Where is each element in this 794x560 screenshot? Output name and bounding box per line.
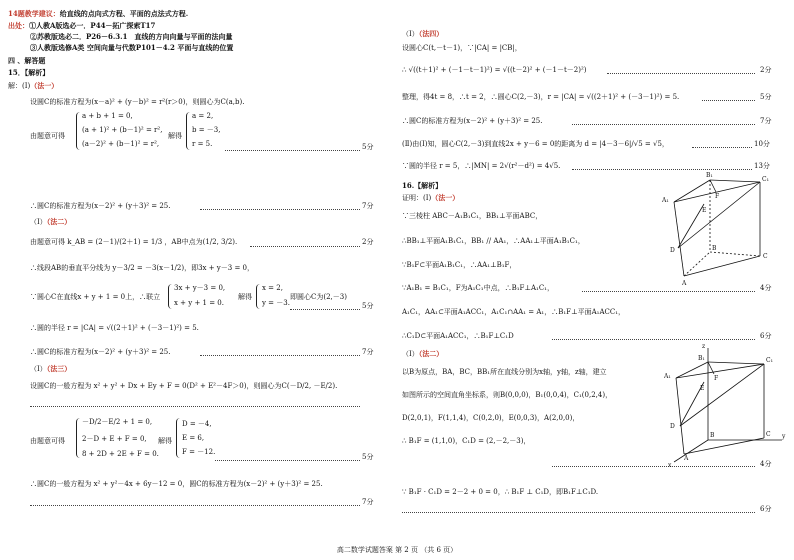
r-line-13: ∴C₁D⊂平面A₁ACC₁，∴B₁F⊥C₁D — [402, 332, 514, 340]
line-e: ∵圆心C在直线x + y + 1 = 0上，∴联立 — [30, 293, 161, 301]
part1-label: 解：(Ⅰ) — [8, 82, 31, 90]
line-f: ∴圆的半径 r = |CA| = √((2＋1)² + (－3－1)²) = 5. — [30, 324, 199, 332]
brace — [256, 284, 260, 309]
line-h: 设圆C的一般方程为 x² + y² + Dx + Ey + F = 0(D² + E²－4F＞0)，则圆心为C(－D/2, －E/2). — [30, 382, 338, 390]
center-result: 即圆心C为(2,－3) — [290, 293, 347, 301]
q16-heading: 16.【解析】 — [402, 181, 443, 190]
score: 10分 — [754, 140, 770, 148]
advice-title: 14题教学建议： — [8, 9, 60, 18]
r-line-14: 以B为原点，BA，BC，BB₁所在直线分别为x轴，y轴，z轴，建立 — [402, 368, 607, 376]
line-g: ∴圆C的标准方程为(x－2)² + (y＋3)² = 25. — [30, 348, 171, 356]
brace — [76, 112, 80, 150]
method-3-label: （法三） — [46, 364, 72, 373]
r-line-16: D(2,0,1)，F(1,1,4)，C(0,2,0)，E(0,0,3)，A(2,0,0)， — [402, 414, 580, 422]
score: 5分 — [362, 143, 374, 151]
score: 6分 — [760, 332, 772, 340]
r-line-10: ∵B₁F⊂平面A₁B₁C₁，∴AA₁⊥B₁F， — [402, 261, 517, 269]
teaching-advice — [8, 10, 188, 18]
part-label: （Ⅰ） — [402, 30, 419, 38]
q16-part1 — [402, 194, 459, 202]
label-F: F — [715, 193, 720, 200]
score: 13分 — [754, 162, 770, 170]
system-1-eq3: (a－2)² + (b－1)² = r², — [82, 140, 160, 148]
score: 4分 — [760, 284, 772, 292]
solution-3-e: E = 6, — [182, 434, 205, 442]
solve-label: 解得 — [158, 437, 172, 445]
method-2-label: （法二） — [46, 217, 72, 226]
section-heading: 四 、解答题 — [8, 56, 46, 65]
r-line-15: 如图所示的空间直角坐标系，则B(0,0,0)，B₁(0,0,4)，C₁(0,2,4)， — [402, 391, 613, 399]
source-3: ③人教版选修A类 空间向量与代数P101－4.2 平面与直线的位置 — [30, 43, 234, 52]
right-column — [392, 0, 792, 535]
label-z-axis: z — [702, 343, 706, 350]
system-2-eq2: x + y + 1 = 0. — [174, 299, 224, 307]
method-3-heading — [30, 365, 71, 373]
label-C: C — [766, 431, 771, 438]
solution-3-d: D = －4, — [182, 420, 212, 428]
label-C1: C₁ — [766, 357, 773, 364]
score: 6分 — [760, 505, 772, 513]
solution-2-x: x = 2, — [262, 284, 283, 292]
prism-figure-2 — [664, 340, 788, 470]
label-A1: A₁ — [662, 197, 669, 204]
line-b: ∴圆C的标准方程为(x－2)² + (y＋3)² = 25. — [30, 202, 171, 210]
solution-1-r: r = 5. — [192, 140, 213, 148]
line-a: 设圆C的标准方程为(x－a)² + (y－b)² = r²(r＞0)，则圆心为C(a,b). — [30, 98, 245, 106]
prism-figure-1 — [660, 168, 778, 288]
dot-leader — [215, 460, 360, 461]
score: 2分 — [760, 66, 772, 74]
r-line-9: ∴BB₁⊥平面A₁B₁C₁，BB₁ // AA₁，∴AA₁⊥平面A₁B₁C₁， — [402, 237, 585, 245]
part-label: （Ⅰ） — [402, 350, 419, 358]
dot-leader — [250, 246, 360, 247]
source-label: 出处： — [8, 21, 29, 30]
solution-1-a: a = 2, — [192, 112, 214, 120]
dot-leader — [200, 209, 360, 210]
r-line-18: ∵ B₁F · C₁D = 2－2 + 0 = 0，∴ B₁F ⊥ C₁D，即B₁F⊥C₁D. — [402, 488, 599, 496]
score: 5分 — [362, 302, 374, 310]
brace — [76, 418, 80, 458]
r-line-12: A₁C₁，AA₁⊂平面A₁ACC₁，A₁C₁∩AA₁ = A₁，∴B₁F⊥平面A₁ACC₁， — [402, 308, 626, 316]
source-2: ②苏教版选必二．P26－6.3.1 直线的方向向量与平面的法向量 — [30, 32, 233, 41]
dot-leader — [30, 406, 360, 407]
label-x-axis: x — [668, 462, 672, 469]
system-3-eq3: 8 + 2D + 2E + F = 0. — [82, 450, 159, 458]
label-B: B — [712, 245, 717, 252]
score: 2分 — [362, 238, 374, 246]
label-F: F — [714, 375, 719, 382]
left-column — [0, 0, 390, 535]
r-line-11: ∵A₁B₁ = B₁C₁，F为A₁C₁中点，∴B₁F⊥A₁C₁， — [402, 284, 554, 292]
label-B1: B₁ — [698, 355, 705, 362]
dot-leader — [572, 124, 755, 125]
score: 7分 — [362, 202, 374, 210]
label-E: E — [702, 207, 707, 214]
dot-leader — [30, 505, 360, 506]
r-line-2: ∴ √((t＋1)² + (－1－t－1)²) = √((t－2)² + (－1－t－2)²) — [402, 66, 587, 74]
dot-leader — [290, 309, 360, 310]
system-3-prefix: 由题意可得 — [30, 437, 65, 445]
label-C: C — [763, 253, 768, 260]
label-A1: A₁ — [664, 373, 671, 380]
solution-2-y: y = －3. — [262, 299, 290, 307]
part-label: 证明：(Ⅰ) — [402, 194, 432, 202]
label-C1: C₁ — [762, 176, 769, 183]
score: 5分 — [362, 453, 374, 461]
score: 7分 — [362, 348, 374, 356]
brace — [168, 284, 172, 309]
method-1-label: （法一） — [30, 81, 59, 90]
r-line-4: ∴圆C的标准方程为(x－2)² + (y＋3)² = 25. — [402, 117, 543, 125]
line-d: ∴线段AB的垂直平分线为 y－3/2 = －3(x－1/2)，即3x + y－3 = 0， — [30, 264, 254, 272]
score: 5分 — [760, 93, 772, 101]
r-line-17: ∴ B₁F = (1,1,0)，C₁D = (2,－2,－3)， — [402, 437, 531, 445]
source-line-1 — [8, 22, 155, 30]
r-line-8: ∵三棱柱 ABC－A₁B₁C₁，BB₁⊥平面ABC， — [402, 212, 543, 220]
label-A: A — [684, 455, 689, 462]
method-4-heading — [402, 30, 443, 38]
system-2-eq1: 3x + y－3 = 0, — [174, 284, 226, 292]
method-2-heading — [402, 350, 443, 358]
line-c: 由题意可得 k_AB = (2－1)/(2＋1) = 1/3 ，AB中点为(1/2, 3/2). — [30, 238, 238, 246]
system-1-prefix: 由题意可得 — [30, 132, 65, 140]
solve-label: 解得 — [168, 132, 182, 140]
brace — [176, 418, 180, 458]
method-1-label: （法一） — [431, 193, 460, 202]
label-B1: B₁ — [706, 172, 713, 179]
source-1: ①人教A版选必一．P44－拓广探索T17 — [29, 21, 156, 30]
system-1-eq2: (a + 1)² + (b－1)² = r², — [82, 126, 163, 134]
r-line-6: ∵圆的半径 r = 5，∴|MN| = 2√(r²－d²) = 4√5. — [402, 162, 561, 170]
solution-3-f: F = －12. — [182, 448, 216, 456]
dot-leader — [402, 512, 755, 513]
q15-part1 — [8, 82, 58, 90]
q15-heading: 15．【解析】 — [8, 68, 50, 77]
method-2-label: （法二） — [418, 349, 444, 358]
score: 4分 — [760, 460, 772, 468]
dot-leader — [607, 73, 755, 74]
system-3-eq1: －D/2－E/2 + 1 = 0, — [82, 418, 153, 426]
label-A: A — [682, 280, 687, 287]
label-B: B — [710, 432, 715, 439]
brace — [186, 112, 190, 150]
system-3-eq2: 2－D + E + F = 0, — [82, 435, 147, 443]
label-D: D — [670, 423, 675, 430]
part-label: （Ⅰ） — [30, 218, 47, 226]
score: 7分 — [362, 498, 374, 506]
label-y-axis: y — [782, 433, 786, 440]
dot-leader — [582, 291, 755, 292]
dot-leader — [225, 150, 360, 151]
dot-leader — [692, 147, 752, 148]
label-E: E — [700, 385, 705, 392]
system-1-eq1: a + b + 1 = 0, — [82, 112, 133, 120]
r-line-5: (Ⅱ)由(Ⅰ)知，圆心C(2,－3)到直线2x + y－6 = 0的距离为 d = |4－3－6|/√5 = √5， — [402, 140, 669, 148]
dot-leader — [200, 355, 360, 356]
line-i: ∴圆C的一般方程为 x² + y²－4x + 6y－12 = 0，圆C的标准方程为(x－2)² + (y＋3)² = 25. — [30, 480, 323, 488]
r-line-1: 设圆心C(t,－t－1)，∵|CA| = |CB|， — [402, 44, 522, 52]
score: 7分 — [760, 117, 772, 125]
method-4-label: （法四） — [418, 29, 444, 38]
solution-1-b: b = －3, — [192, 126, 221, 134]
solve-label: 解得 — [238, 293, 252, 301]
r-line-3: 整理，得4t = 8，∴t = 2，∴圆心C(2,－3)，r = |CA| = √((2＋1)² + (－3－1)²) = 5. — [402, 93, 680, 101]
label-D: D — [670, 247, 675, 254]
page-footer: 高二数学试题答案 第 2 页 （共 6 页） — [336, 546, 458, 554]
method-2-heading — [30, 218, 71, 226]
advice-text: 给直线的点向式方程、平面的点法式方程. — [59, 9, 189, 18]
part-label: （Ⅰ） — [30, 365, 47, 373]
dot-leader — [702, 100, 755, 101]
